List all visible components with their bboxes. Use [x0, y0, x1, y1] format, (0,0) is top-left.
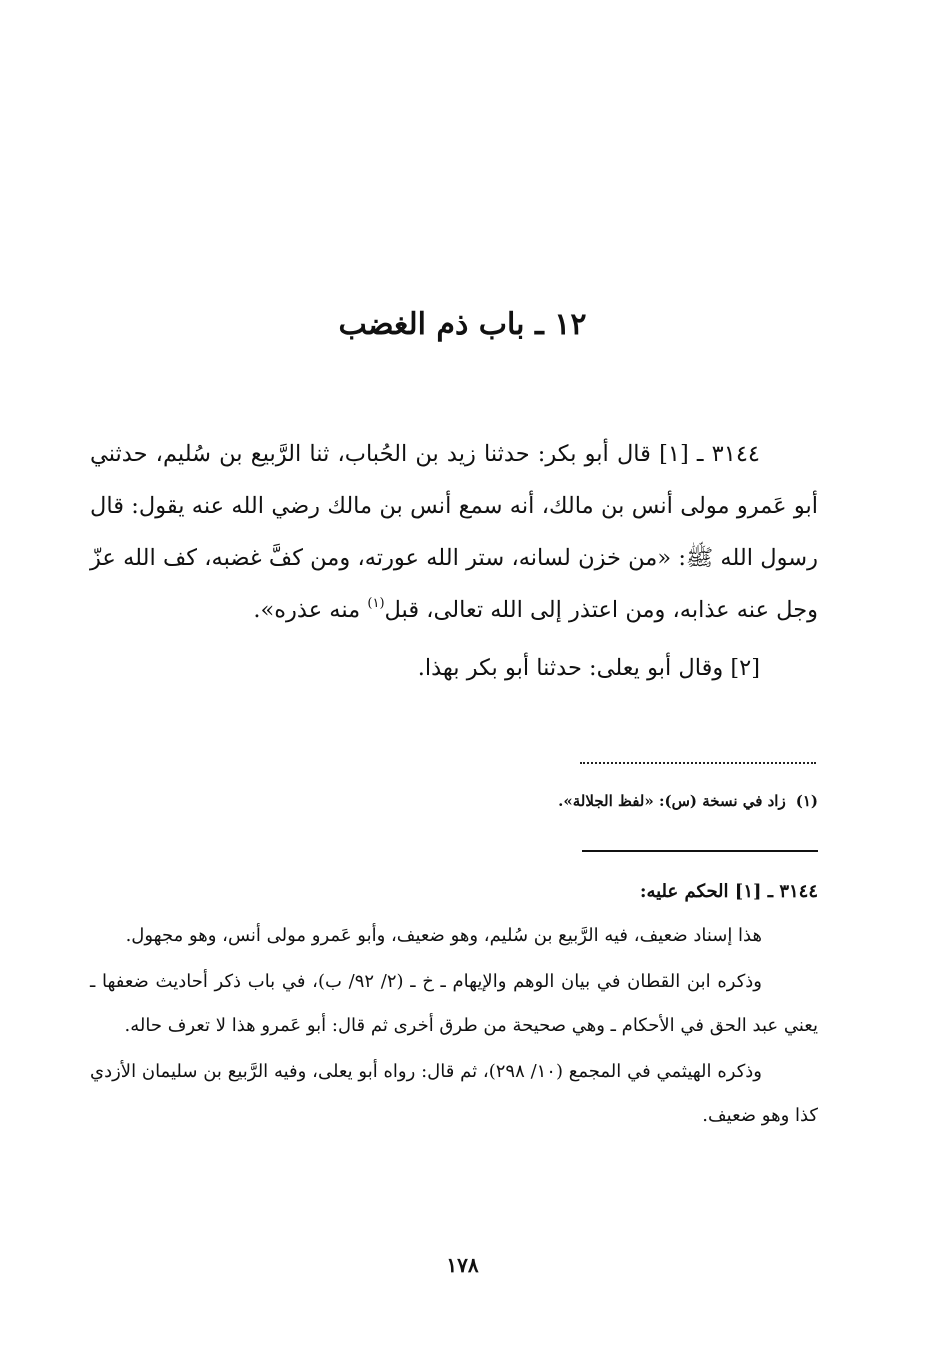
commentary-paragraph-1: هذا إسناد ضعيف، فيه الرَّبيع بن سُليم، وهو ضعيف، وأبو عَمرو مولى أنس، وهو مجهول.	[125, 925, 762, 946]
hadith-paragraph-1	[90, 428, 818, 636]
commentary-heading: ٣١٤٤ ـ [١] الحكم عليه:	[639, 881, 818, 902]
footnote-divider	[580, 762, 816, 764]
footnote-reference: (١)	[367, 596, 385, 611]
commentary-paragraph-3: وذكره الهيثمي في المجمع (١٠/ ٢٩٨)، ثم قال: رواه أبو يعلى، وفيه الرَّبيع بن سليمان الأزدي كذا وهو ضعيف.	[90, 1061, 818, 1126]
footnote-text: زاد في نسخة (س): «لفظ الجلالة».	[558, 792, 786, 810]
footnote	[90, 786, 818, 816]
hadith-paragraph-2: [٢] وقال أبو يعلى: حدثنا أبو بكر بهذا.	[417, 655, 760, 681]
chapter-title: ١٢ ـ باب ذم الغضب	[338, 307, 587, 342]
footnote-number: (١)	[795, 792, 818, 810]
hadith-paragraph-1-text: ٣١٤٤ ـ [١] قال أبو بكر: حدثنا زيد بن الحُباب، ثنا الرَّبيع بن سُليم، حدثني أبو عَمرو مولى أنس بن مالك، أنه سمع أنس بن مالك رضي الله عنه يقول: قال رسول الله ﷺ: «من خزن لسانه، ستر الله عورته، ومن كفَّ غضبه، كف الله عزّ وجل عنه عذابه، ومن اعتذر إلى الله تعالى، قبل	[90, 441, 818, 623]
commentary-paragraph-2: وذكره ابن القطان في بيان الوهم والإيهام ـ خ ـ (٢/ ٩٢/ ب)، في باب ذكر أحاديث ضعفها ـ يعني عبد الحق في الأحكام ـ وهي صحيحة من طرق أخرى ثم قال: أبو عَمرو هذا لا تعرف حاله.	[90, 971, 818, 1036]
commentary-section	[90, 870, 818, 1138]
commentary-divider	[582, 850, 818, 852]
hadith-text	[90, 428, 818, 694]
page-number: ١٧٨	[446, 1253, 479, 1277]
hadith-paragraph-1-end: منه عذره».	[253, 597, 368, 623]
